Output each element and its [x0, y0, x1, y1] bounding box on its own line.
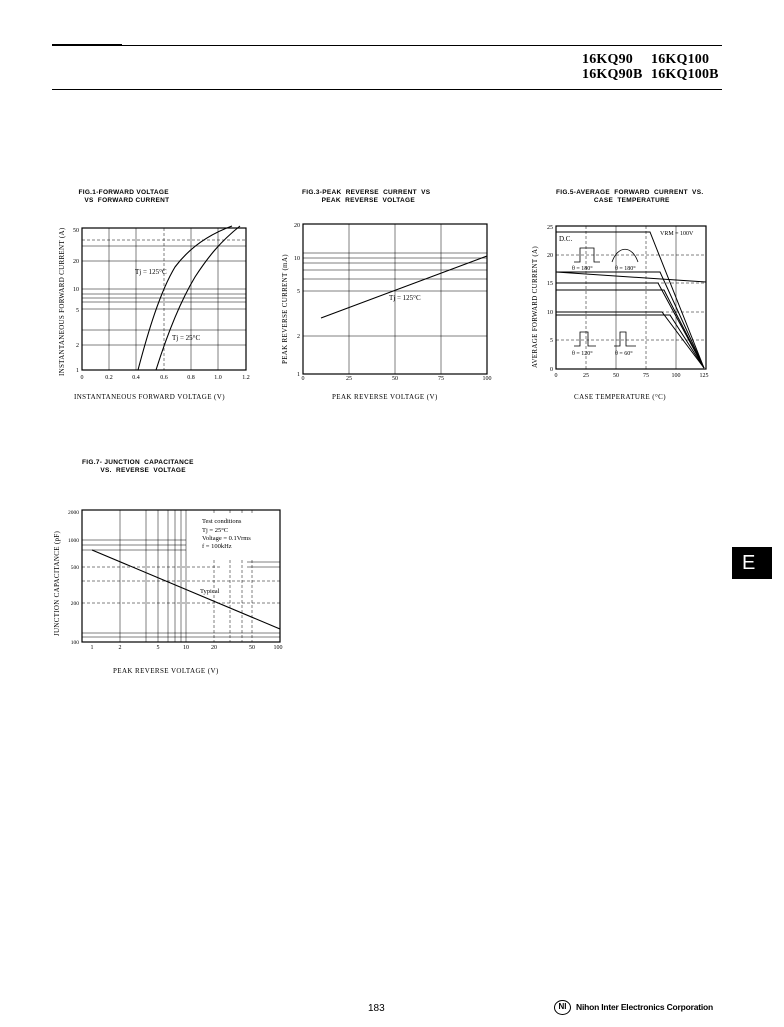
fig5-ytick: 15	[547, 281, 553, 287]
fig3-xlabel: PEAK REVERSE VOLTAGE (V)	[332, 393, 438, 401]
fig3-ytick: 20	[294, 223, 300, 229]
fig1-ytick: 10	[73, 287, 79, 293]
fig1-xtick: 0.4	[132, 375, 140, 381]
fig5-annot-theta-120: θ = 120°	[572, 351, 593, 357]
fig7-xtick: 2	[118, 645, 122, 651]
fig5-title: FIG.5-AVERAGE FORWARD CURRENT VS. CASE TEMPERATURE	[556, 189, 704, 204]
fig5-ytick: 10	[547, 310, 553, 316]
fig5-ytick: 20	[547, 253, 553, 259]
fig1-annot-25c: Tj = 25°C	[172, 334, 201, 342]
fig1-title: FIG.1-FORWARD VOLTAGE VS FORWARD CURRENT	[78, 189, 170, 204]
fig1-xlabel: INSTANTANEOUS FORWARD VOLTAGE (V)	[74, 393, 225, 401]
fig7-annot-test-conditions: Test conditions	[202, 518, 242, 525]
page-number: 183	[368, 1003, 385, 1014]
fig1-chart	[60, 222, 260, 382]
fig5-xtick: 125	[699, 373, 709, 379]
fig5-xlabel: CASE TEMPERATURE (°C)	[574, 393, 666, 401]
fig3-xtick: 0	[301, 376, 305, 382]
fig3-ytick: 2	[297, 334, 300, 340]
fig7-ytick: 200	[70, 601, 79, 607]
fig1-xtick: 0.2	[105, 375, 113, 381]
fig5-annot-theta-180b: θ = 180°	[615, 266, 636, 272]
fig5-annot-vrm: VRM = 100V	[660, 231, 694, 237]
fig1-annot-125c: Tj = 125°C	[135, 268, 167, 276]
fig5-xtick: 0	[554, 373, 558, 379]
fig5-xtick: 50	[613, 373, 619, 379]
fig7-xtick: 20	[211, 645, 217, 651]
fig1-ytick: 1	[76, 368, 79, 374]
part-number-16kq90b: 16KQ90B	[582, 67, 643, 82]
fig5-xtick: 100	[671, 373, 681, 379]
fig5-xtick: 75	[643, 373, 649, 379]
fig1-ytick: 50	[73, 228, 79, 234]
fig7-annot-voltage: Voltage = 0.1Vrms	[202, 535, 251, 542]
fig5-ylabel: AVERAGE FORWARD CURRENT (A)	[531, 246, 539, 368]
fig3-title: FIG.3-PEAK REVERSE CURRENT VS PEAK REVERSE VOLTAGE	[302, 189, 431, 204]
fig7-ytick: 2000	[68, 510, 79, 516]
fig7-annot-tj: Tj = 25°C	[202, 527, 229, 534]
fig3-xtick: 75	[438, 376, 444, 382]
part-number-16kq90: 16KQ90	[582, 52, 633, 67]
fig3-chart	[285, 218, 495, 383]
fig7-ytick: 100	[70, 640, 79, 646]
fig7-xtick: 5	[156, 645, 160, 651]
fig1-ytick: 2	[76, 343, 79, 349]
fig7-ylabel: JUNCTION CAPACITANCE (pF)	[53, 530, 61, 636]
fig5-ytick: 0	[550, 367, 553, 373]
fig5-ytick: 25	[547, 225, 553, 231]
fig7-xtick: 50	[249, 645, 255, 651]
fig3-ylabel: PEAK REVERSE CURRENT (mA)	[281, 254, 289, 364]
company-name: Nihon Inter Electronics Corporation	[576, 1002, 714, 1012]
fig5-ytick: 5	[550, 338, 553, 344]
fig1-ylabel: INSTANTANEOUS FORWARD CURRENT (A)	[58, 227, 66, 376]
part-number-16kq100b: 16KQ100B	[651, 67, 719, 82]
section-tab-e: E	[732, 547, 772, 579]
fig3-xtick: 100	[482, 376, 492, 382]
fig7-ytick: 500	[70, 565, 79, 571]
fig3-xtick: 25	[346, 376, 352, 382]
fig5-annot-theta-60: θ = 60°	[615, 351, 633, 357]
fig7-title: FIG.7- JUNCTION CAPACITANCE VS. REVERSE VOLTAGE	[82, 459, 194, 474]
fig3-annot-125c: Tj = 125°C	[389, 294, 421, 302]
header-rule-top	[52, 45, 722, 46]
header-rule-bottom	[52, 89, 722, 90]
fig5-xtick: 25	[583, 373, 589, 379]
fig7-xtick: 100	[273, 645, 283, 651]
fig1-xtick: 1.0	[214, 375, 222, 381]
fig1-xtick: 0	[80, 375, 84, 381]
fig7-chart	[62, 505, 287, 653]
company-logo	[554, 1000, 571, 1015]
fig1-xtick: 0.6	[160, 375, 168, 381]
part-number-16kq100: 16KQ100	[651, 52, 710, 67]
fig7-xtick: 1	[90, 645, 94, 651]
fig7-xlabel: PEAK REVERSE VOLTAGE (V)	[113, 667, 219, 675]
fig5-chart	[540, 220, 720, 382]
fig7-annot-typical: Typical	[200, 588, 220, 595]
fig5-annot-dc: D.C.	[559, 235, 573, 243]
fig1-ytick: 20	[73, 259, 79, 265]
fig1-xtick: 0.8	[187, 375, 195, 381]
fig1-xtick: 1.2	[242, 375, 250, 381]
fig3-xtick: 50	[392, 376, 398, 382]
fig7-annot-frequency: f = 100kHz	[202, 543, 232, 550]
fig5-annot-theta-180a: θ = 180°	[572, 266, 593, 272]
fig3-ytick: 5	[297, 289, 300, 295]
company-logo-mark: NI	[558, 1002, 567, 1011]
fig3-ytick: 10	[294, 256, 300, 262]
fig7-xtick: 10	[183, 645, 189, 651]
fig3-ytick: 1	[297, 372, 300, 378]
fig7-ytick: 1000	[68, 538, 79, 544]
fig1-ytick: 5	[76, 308, 79, 314]
